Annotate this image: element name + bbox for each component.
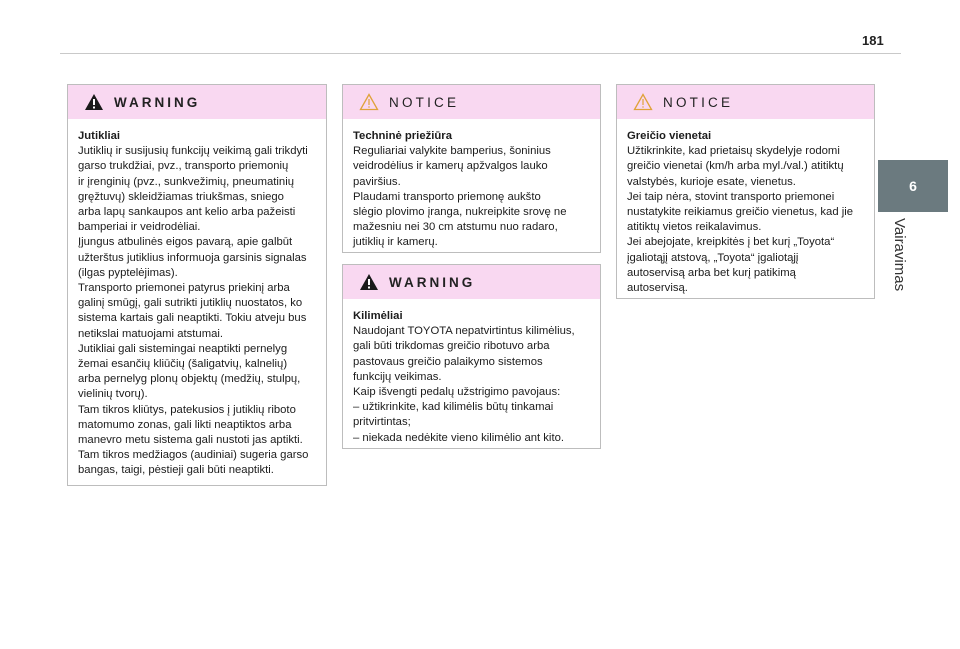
text-line: ir įrenginių (pvz., sunkvežimių, pneumatinių — [78, 175, 294, 188]
text-line: paviršius. — [353, 175, 401, 188]
text-line: slėgio plovimo įranga, nukreipkite srovę ne — [353, 206, 567, 219]
notice-box-header — [343, 85, 600, 119]
text-line: pritvirtintas; — [353, 416, 411, 429]
text-line: autoservisą arba bet kurį patikimą — [627, 266, 796, 279]
text-line: Transporto priemonei patyrus priekinį arba — [78, 282, 290, 295]
text-line: Jei abejojate, kreipkitės į bet kurį „Toyota“ — [627, 236, 835, 249]
box-heading: Greičio vienetai — [627, 130, 712, 142]
text-line: – užtikrinkite, kad kilimėlis būtų tinkamai — [353, 401, 554, 414]
text-line: Reguliariai valykite bamperius, šoninius — [353, 145, 551, 158]
warning-box-body — [343, 299, 600, 446]
notice-box-speed-units — [616, 84, 875, 299]
text-line: galinį smūgį, gali sutrikti jutiklių nuostatos, ko — [78, 297, 303, 310]
text-line: atitiktų vietos reikalavimus. — [627, 221, 762, 234]
warning-box-body — [68, 119, 326, 479]
warning-box-label: WARNING — [389, 274, 476, 290]
text-line: matomumo zonas, gali likti neaptiktos arba — [78, 418, 292, 431]
text-line: Jei taip nėra, stovint transporto priemonei — [627, 190, 835, 203]
notice-triangle-icon — [633, 93, 653, 111]
warning-box-label: WARNING — [114, 94, 201, 110]
text-line: greičio vienetai (km/h arba myl./val.) atitiktų — [627, 160, 844, 173]
notice-box-label: NOTICE — [389, 94, 460, 110]
chapter-title: Vairavimas — [891, 218, 908, 292]
text-line: vielinių tvorų). — [78, 388, 148, 401]
text-line: žemai esančių kliūčių (šaligatvių, kalnelių) — [78, 358, 288, 371]
text-line: manevro metu sistema gali nustoti jas aptikti. — [78, 434, 303, 447]
text-line: Kaip išvengti pedalų užstrigimo pavojaus: — [353, 386, 561, 399]
text-line: Plaudami transporto priemonę aukšto — [353, 190, 541, 203]
text-line: garso trukdžiai, pvz., transporto priemonių — [78, 160, 289, 173]
box-text — [78, 144, 326, 478]
text-line: Tam tikros kliūtys, patekusios į jutiklių riboto — [78, 403, 296, 416]
text-line: Užtikrinkite, kad prietaisų skydelyje rodomi — [627, 145, 840, 158]
box-heading: Jutikliai — [78, 130, 121, 142]
text-line: nustatykite reikiamus greičio vienetus, kad jie — [627, 206, 854, 219]
text-line: valstybės, kurioje esate, vienetus. — [627, 175, 796, 188]
header-divider — [60, 53, 901, 54]
text-line: sistema kartais gali neaptikti. Tokiu atveju bus — [78, 312, 307, 325]
warning-box-header — [343, 265, 600, 299]
box-heading: Kilimėliai — [353, 310, 403, 322]
notice-box-body — [343, 119, 600, 251]
box-text — [627, 144, 874, 296]
text-line: Jutikliai gali sistemingai neaptikti pernelyg — [78, 342, 288, 355]
text-line: autoservisą. — [627, 282, 688, 295]
chapter-tab-number: 6 — [909, 178, 917, 194]
chapter-tab — [878, 160, 948, 212]
warning-triangle-icon — [84, 93, 104, 111]
box-heading: Techninė priežiūra — [353, 130, 452, 142]
notice-box-label: NOTICE — [663, 94, 734, 110]
box-text — [353, 324, 600, 446]
text-line: bamperiai ir veidrodėliai. — [78, 221, 201, 234]
notice-triangle-icon — [359, 93, 379, 111]
text-line: užterštus jutiklius informuoja garsinis signalas — [78, 251, 307, 264]
text-line: gręžtuvų) skleidžiamas triukšmas, sniego — [78, 190, 284, 203]
box-text — [353, 144, 600, 250]
warning-box-mats — [342, 264, 601, 449]
text-line: pastovaus greičio palaikymo sistemos — [353, 355, 543, 368]
text-line: arba lapų sankaupos ant kelio arba pažeisti — [78, 206, 296, 219]
text-line: Jutiklių ir susijusių funkcijų veikimą gali trikdyti — [78, 145, 308, 158]
notice-box-header — [617, 85, 874, 119]
text-line: – niekada nedėkite vieno kilimėlio ant kito. — [353, 431, 565, 444]
text-line: įgaliotąjį atstovą, „Toyota“ įgaliotąjį — [627, 251, 799, 264]
chapter-title-vertical — [886, 218, 916, 308]
page-number: 181 — [862, 33, 884, 48]
text-line: (ilgas pyptelėjimas). — [78, 266, 178, 279]
text-line: veidrodėlius ir kamerų apžvalgos lauko — [353, 160, 548, 173]
warning-box-sensors — [67, 84, 327, 486]
notice-box-body — [617, 119, 874, 296]
text-line: netikslai matuojami atstumai. — [78, 327, 224, 340]
text-line: Naudojant TOYOTA nepatvirtintus kilimėlius, — [353, 325, 575, 338]
text-line: mažesniu nei 30 cm atstumu nuo radaro, — [353, 221, 558, 234]
warning-box-header — [68, 85, 326, 119]
text-line: bangas, taigi, pėstieji gali būti neaptikti. — [78, 464, 274, 477]
text-line: funkcijų veikimas. — [353, 370, 442, 383]
notice-box-maintenance — [342, 84, 601, 253]
text-line: Tam tikros medžiagos (audiniai) sugeria garso — [78, 449, 309, 462]
text-line: arba pernelyg plonų objektų (medžių, stulpų, — [78, 373, 301, 386]
text-line: gali būti trikdomas greičio ribotuvo arba — [353, 340, 550, 353]
text-line: jutiklių ir kamerų. — [353, 236, 438, 249]
warning-triangle-icon — [359, 273, 379, 291]
text-line: Įjungus atbulinės eigos pavarą, apie galbūt — [78, 236, 293, 249]
